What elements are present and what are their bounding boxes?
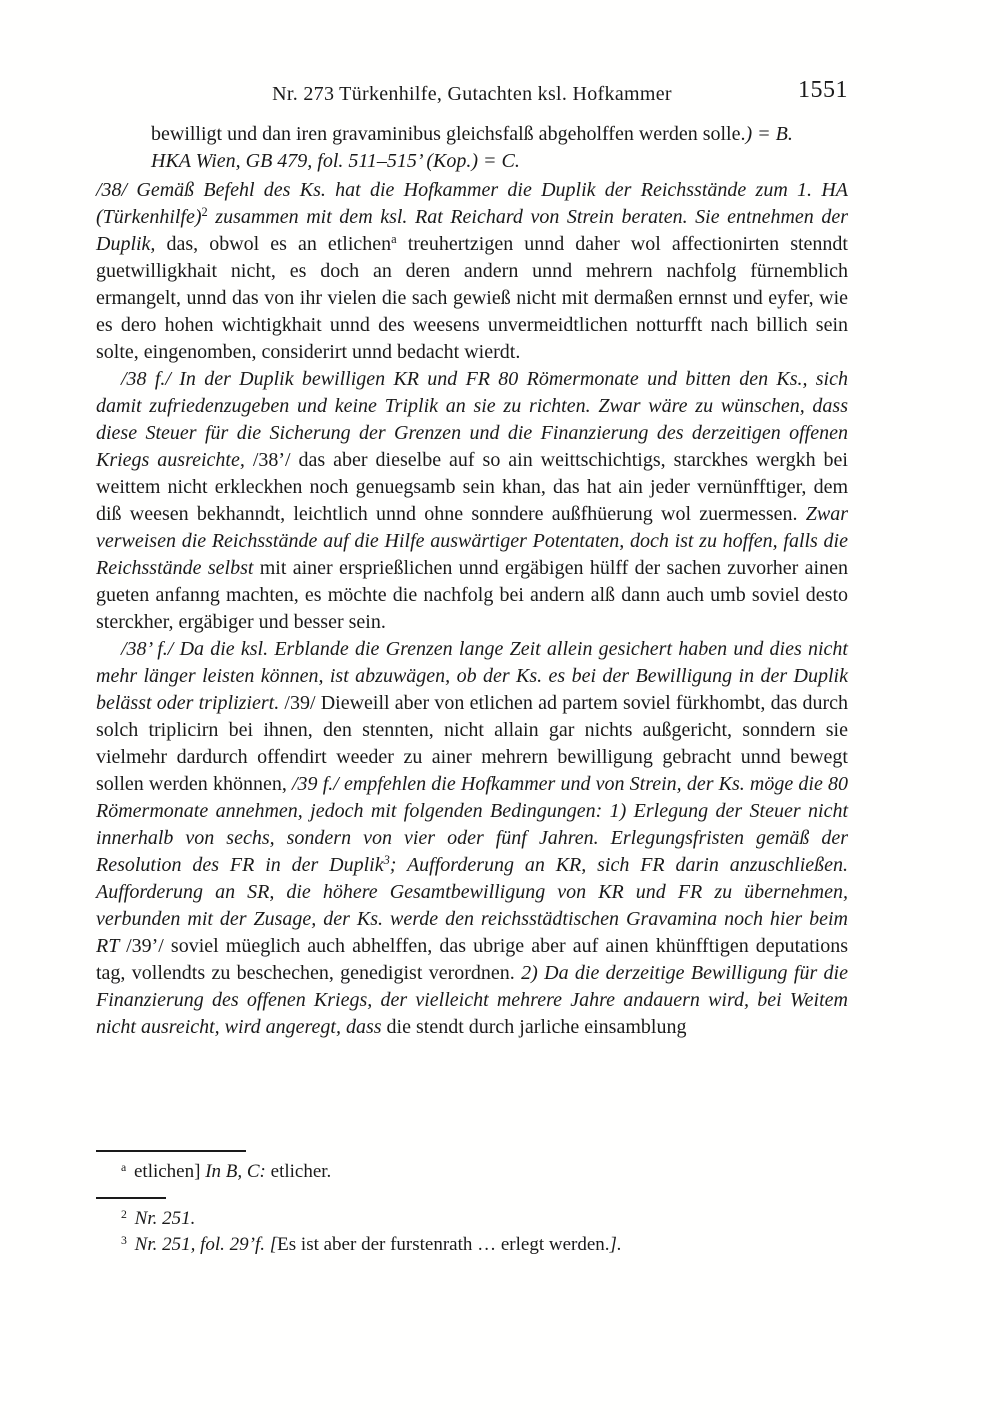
- text-run: etlichen]: [129, 1161, 206, 1182]
- text-run: /39 f./ empfehlen die Hofkammer und von Strein, der Ks. möge die 80 Römermonate annehmen, jedoch mit folgenden Bedingungen: 1) Erlegung der Steuer nicht innerhalb von sechs, sondern von vier oder fünf Jahren. Erlegungsfristen gemäß der Resolution des FR in der Duplik: [96, 773, 848, 876]
- text-run: ; Aufforderung an KR, sich FR darin anzuschließen. Aufforderung an SR, die höhere Gesamtbewilligung von KR und FR zu übernehmen, verbunden mit der Zusage, der Ks. werde den reichsstädtischen Gravamina noch hier beim RT: [96, 854, 848, 957]
- text-run: /38’ f./ Da die ksl. Erblande die Grenzen lange Zeit allein gesichert haben und dies nicht mehr länger leisten können, ist abzuwägen, ob der Ks. es bei der Bewilligung in der Duplik belässt oder tripliziert.: [96, 638, 848, 714]
- footnotes: [96, 1150, 848, 1258]
- text-run: Zwar verweisen die Reichsstände auf die Hilfe auswärtiger Potentaten, doch ist zu hoffen, falls die Reichsstände selbst: [96, 503, 848, 579]
- source-note-line: [151, 121, 848, 148]
- footnote-marker: a: [121, 1160, 127, 1174]
- text-run: ].: [609, 1234, 622, 1255]
- footnote-marker: 3: [121, 1233, 127, 1247]
- text-run: /38 f./ In der Duplik bewilligen KR und FR 80 Römermonate und bitten den Ks., sich damit zufriedenzugeben und keine Triplik an sie zu richten. Zwar wäre zu wünschen, dass diese Steuer für die Sicherung der Grenzen und die Finanzierung des derzeitigen offenen Kriegs ausreichte,: [96, 368, 848, 471]
- text-run: die stendt durch jarliche einsamblung: [386, 1016, 687, 1038]
- footnote-marker: 2: [121, 1207, 127, 1221]
- text-run: 2) Da die derzeitige Bewilligung für die Finanzierung des offenen Kriegs, der vielleicht mehrere Jahre andauern wird, bei Weitem nicht ausreicht, wird angeregt, dass: [96, 962, 848, 1038]
- text-run: bewilligt und dan iren gravaminibus gleichsfalß abgeholffen werden solle.: [151, 123, 746, 145]
- footnote-marker: a: [391, 232, 397, 247]
- source-note: [151, 121, 848, 175]
- page-number: 1551: [798, 77, 848, 103]
- text-run: treuhertzigen unnd daher wol affectionirten stenndt guetwilligkhait nicht, es doch an deren andern unnd mehrern nachfolg fürnemblich ermangelt, unnd das von ihr vielen die sach gewieß nicht mit dermaßen ernnst und eyfer, wie es dero hohen wichtigkhait unnd des weesens unvermeidtlichen notturfft nach billich sein solte, eingenomben, considerirt unnd bedacht wierdt.: [96, 233, 848, 363]
- text-run: das, obwol es an etlichen: [166, 233, 392, 255]
- footnote-marker: 2: [201, 205, 208, 220]
- paragraph-fol38: [96, 177, 848, 366]
- apparatus-separator-rule: [96, 1150, 246, 1152]
- text-run: In B, C:: [205, 1161, 271, 1182]
- text-run: Nr. 251.: [129, 1208, 196, 1229]
- text-run: zusammen mit dem ksl. Rat Reichard von Strein beraten. Sie entnehmen der Duplik,: [96, 206, 848, 255]
- text-run: mit ainer ersprießlichen unnd ergäbigen hülff der sachen zuvorher ainen gueten anfanng machten, es möchte die nachfolg bei andern alß dann auch umb soviel desto sterckher, ergäbiger und besser sein.: [96, 557, 848, 633]
- text-run: /39/ Dieweill aber von etlichen ad partem soviel fürkhombt, das durch solch triplicirn bei ihnen, den stennten, nicht allain gar nichts außgericht, sonndern sie vielmehr dardurch offendirt weeder zu ainer mehrern bewilligung gebracht unnd bewegt sollen werden khönnen,: [96, 692, 848, 795]
- text-run: etlicher.: [270, 1161, 332, 1182]
- text-run: Es ist aber der furstenrath … erlegt werden.: [277, 1234, 610, 1255]
- running-header: [96, 77, 848, 106]
- body-text: [96, 177, 848, 1041]
- paragraph-fol38v-f: [96, 636, 848, 1041]
- footnote-separator-rule: [96, 1197, 166, 1199]
- text-run: ) = B.: [745, 123, 793, 145]
- footnote-3: [96, 1232, 848, 1258]
- apparatus-note-a: [96, 1159, 848, 1185]
- text-run: /39’/ soviel müeglich auch abhelffen, das ubrige aber auf ainen khünfftigen deputations tag, vollendts zu beschechen, genedigist verordnen.: [96, 935, 848, 984]
- footnote-2: [96, 1206, 848, 1232]
- footnote-marker: 3: [383, 853, 390, 868]
- text-run: /38/ Gemäß Befehl des Ks. hat die Hofkammer die Duplik der Reichsstände zum 1. HA (Türkenhilfe): [96, 179, 848, 228]
- text-run: HKA Wien, GB 479, fol. 511–515’ (Kop.) = C.: [151, 150, 520, 172]
- text-run: Nr. 251, fol. 29’f. [: [129, 1234, 278, 1255]
- text-run: /38’/ das aber dieselbe auf so ain weittschichtigs, starckhes wergkh bei weittem nicht erkleckhen noch genuegsamb sein khan, das hat ain jeder vernünfftiger, dem diß weesen bekhanndt, leichtlich unnd ohne sonndere außfhüerung wol zuermessen.: [96, 449, 848, 525]
- source-note-line: [151, 148, 848, 175]
- paragraph-fol38f: [96, 366, 848, 636]
- running-header-title: Nr. 273 Türkenhilfe, Gutachten ksl. Hofkammer: [272, 83, 672, 105]
